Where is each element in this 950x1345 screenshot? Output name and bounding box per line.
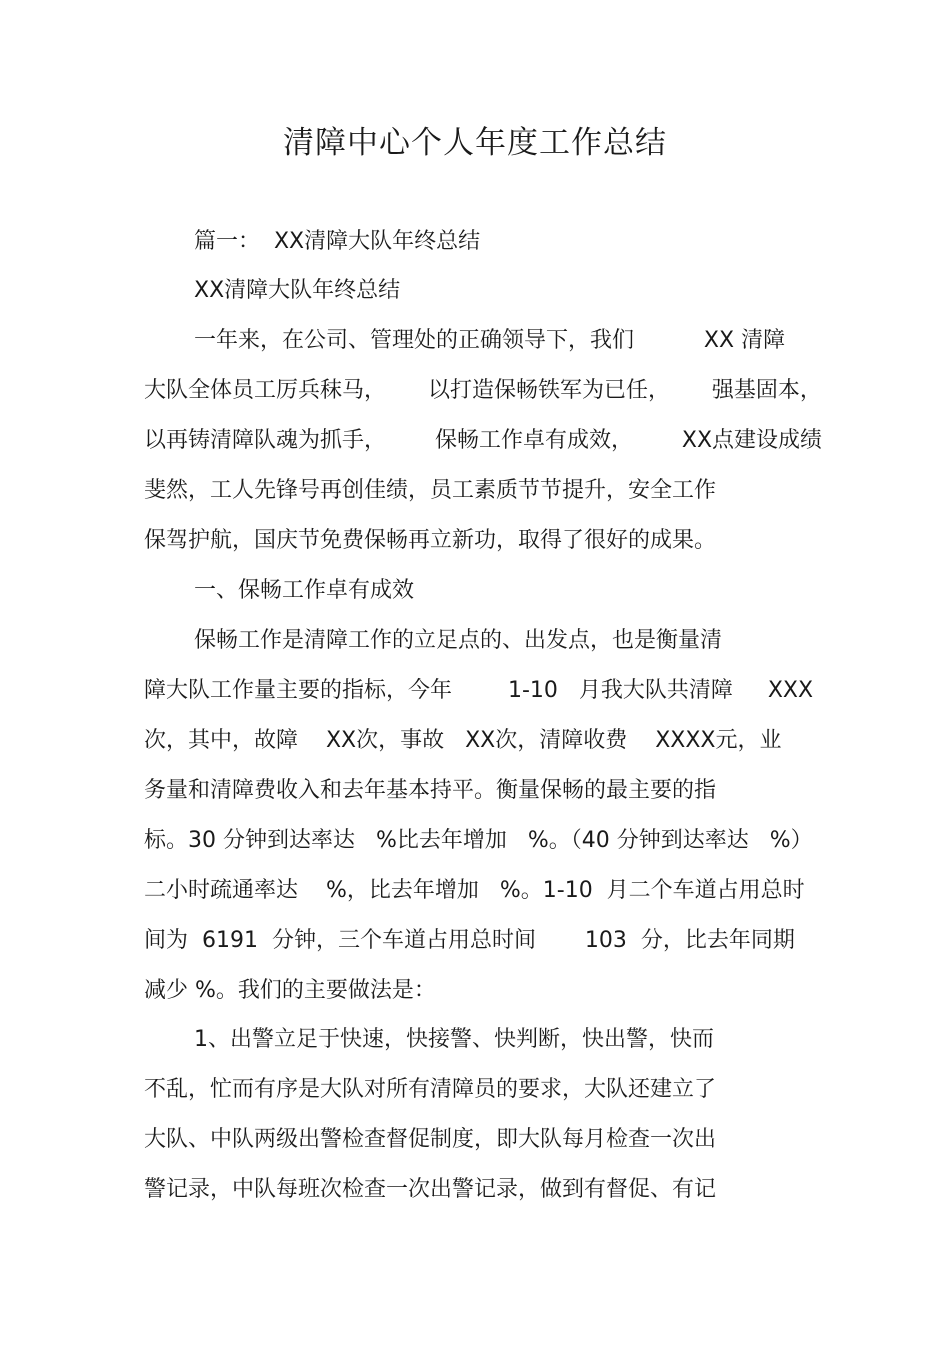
text-line-1: 篇一： XX清障大队年终总结 [194, 229, 481, 254]
text-line-16: 减少 %。我们的主要做法是： [144, 978, 436, 1003]
text-line-3: 一年来，在公司、管理处的正确领导下，我们 XX 清障 [194, 328, 786, 353]
text-line-18: 不乱，忙而有序是大队对所有清障员的要求，大队还建立了 [144, 1077, 717, 1102]
text-line-7: 保驾护航，国庆节免费保畅再立新功，取得了很好的成果。 [144, 528, 717, 553]
text-line-2: XX清障大队年终总结 [194, 278, 401, 303]
document-title: 清障中心个人年度工作总结 [283, 125, 667, 161]
text-line-5: 以再铸清障队魂为抓手， 保畅工作卓有成效， XX点建设成绩 [144, 428, 823, 453]
section-heading: 一、保畅工作卓有成效 [194, 578, 415, 603]
text-line-10: 障大队工作量主要的指标，今年 1-10 月我大队共清障 XXX [144, 678, 814, 703]
text-line-17: 1、出警立足于快速，快接警、快判断，快出警，快而 [194, 1027, 714, 1052]
text-line-13: 标。30 分钟到达率达 %比去年增加 %。（40 分钟到达率达 %） [144, 828, 813, 853]
text-line-4: 大队全体员工厉兵秣马， 以打造保畅铁军为已任， 强基固本， [144, 378, 822, 403]
text-line-20: 警记录，中队每班次检查一次出警记录，做到有督促、有记 [144, 1177, 717, 1202]
text-line-19: 大队、中队两级出警检查督促制度，即大队每月检查一次出 [144, 1127, 717, 1152]
text-line-14: 二小时疏通率达 %，比去年增加 %。1-10 月二个车道占用总时 [144, 878, 805, 903]
text-line-15: 间为 6191 分钟，三个车道占用总时间 103 分，比去年同期 [144, 928, 795, 953]
text-line-11: 次，其中，故障 XX次，事故 XX次，清障收费 XXXX元，业 [144, 728, 782, 753]
text-line-9: 保畅工作是清障工作的立足点的、出发点，也是衡量清 [194, 628, 723, 653]
text-line-6: 斐然，工人先锋号再创佳绩，员工素质节节提升，安全工作 [144, 478, 717, 503]
text-line-12: 务量和清障费收入和去年基本持平。衡量保畅的最主要的指 [144, 778, 717, 803]
